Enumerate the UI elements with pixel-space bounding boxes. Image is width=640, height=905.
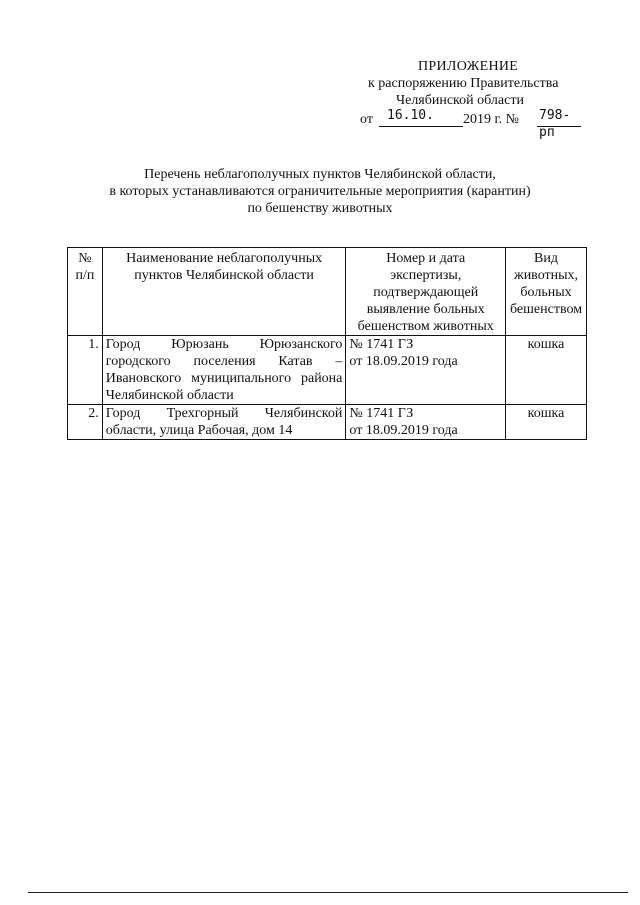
- row-name: Город Трехгорный Челябинской области, улица Рабочая, дом 14: [102, 405, 346, 440]
- row-expertise: [346, 336, 506, 405]
- document-title: [60, 166, 580, 217]
- table-row: [68, 405, 587, 440]
- appendix-region: Челябинской области: [396, 93, 524, 108]
- row-expertise: [346, 405, 506, 440]
- row-kind: кошка: [506, 405, 587, 440]
- page-bottom-rule: [28, 892, 628, 893]
- appendix-block: [340, 58, 610, 140]
- from-label: от: [360, 112, 373, 127]
- title-line-3: по бешенству животных: [247, 201, 393, 216]
- expertise-date: от 18.09.2019 года: [349, 423, 458, 438]
- date-field: [379, 109, 463, 127]
- number-field: [537, 108, 581, 140]
- row-kind: кошка: [506, 336, 587, 405]
- title-line-2: в которых устанавливаются ограничительные мероприятия (карантин): [109, 184, 531, 199]
- table-row: [68, 336, 587, 405]
- appendix-date-row: [340, 108, 610, 140]
- date-value: 16.10.: [387, 108, 434, 123]
- year-label: 2019 г. №: [463, 112, 520, 127]
- appendix-title: ПРИЛОЖЕНИЕ: [418, 59, 519, 74]
- number-value: 798-рп: [539, 108, 571, 140]
- title-line-1: Перечень неблагополучных пунктов Челябинской области,: [144, 167, 496, 182]
- table-header-row: [68, 248, 587, 336]
- row-name: Город Юрюзань Юрюзанского городского поселения Катав – Ивановского муниципального района Челябинской области: [102, 336, 346, 405]
- appendix-subtitle: к распоряжению Правительства: [368, 76, 559, 91]
- row-num: 2.: [68, 405, 103, 440]
- expertise-date: от 18.09.2019 года: [349, 354, 458, 369]
- expertise-number: № 1741 ГЗ: [349, 337, 414, 352]
- expertise-number: № 1741 ГЗ: [349, 406, 414, 421]
- header-expertise: Номер и дата экспертизы, подтверждающей выявление больных бешенством животных: [346, 248, 506, 336]
- row-num: 1.: [68, 336, 103, 405]
- header-name: Наименование неблагополучных пунктов Челябинской области: [102, 248, 346, 336]
- header-kind: Вид животных, больных бешенством: [506, 248, 587, 336]
- outbreak-table: [67, 247, 587, 440]
- header-num: № п/п: [68, 248, 103, 336]
